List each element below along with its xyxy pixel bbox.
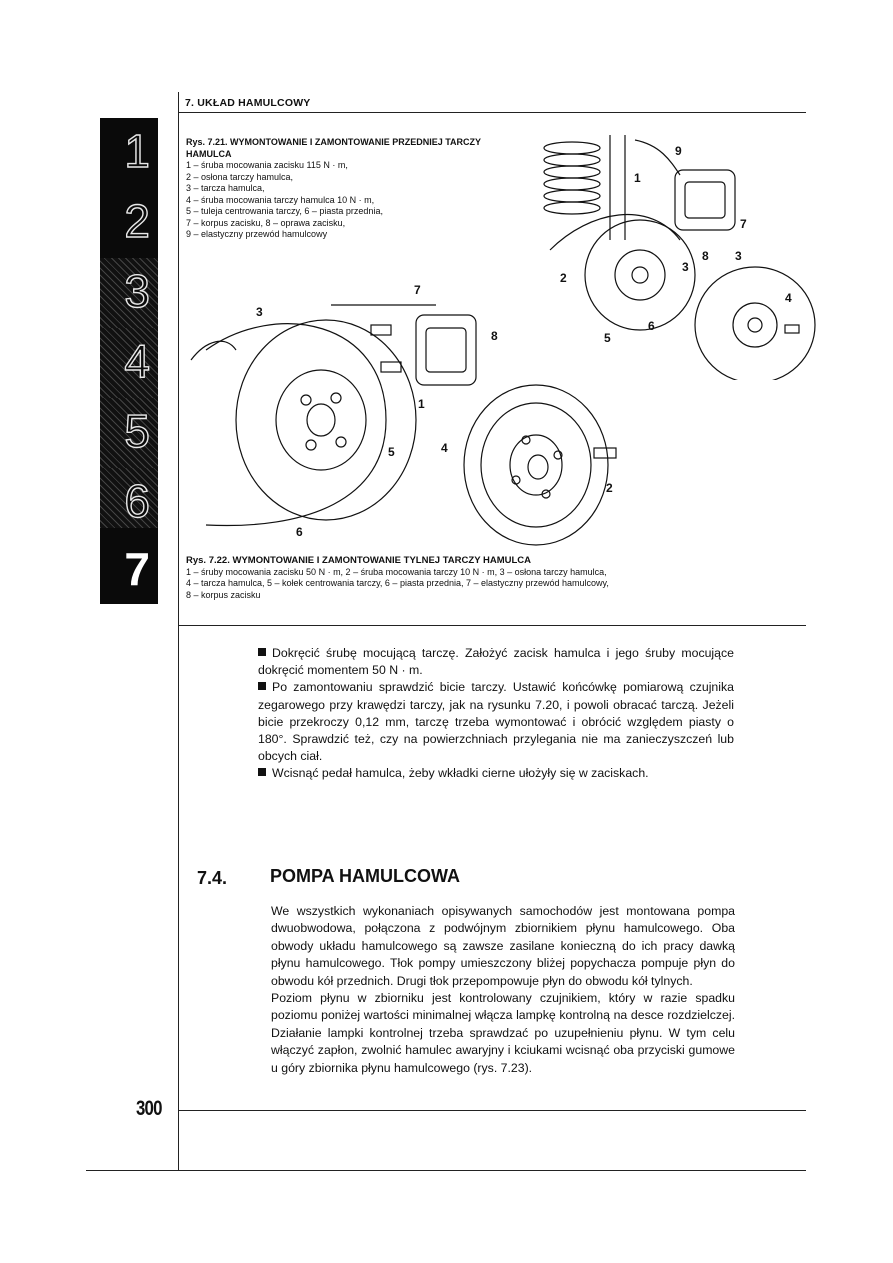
disc-screw [594,448,616,458]
figure-722-line: 8 – korpus zacisku [186,589,261,600]
chapter-tab-7[interactable] [100,528,158,604]
figure-721-title: Rys. 7.21. WYMONTOWANIE I ZAMONTOWANIE PRZEDNIEJ TARCZY HAMULCA [186,137,481,159]
margin-rule [178,92,179,1170]
chapter-tab-2[interactable] [100,188,158,258]
label-3: 3 [256,305,263,319]
figure-722-line: 1 – śruby mocowania zacisku 50 N · m, 2 – śruba mocowania tarczy 10 N · m, 3 – osłona tarczy hamulca, [186,566,607,577]
figure-722-caption [186,555,726,601]
rear-caliper [416,315,476,385]
figure-722-title: Rys. 7.22. WYMONTOWANIE I ZAMONTOWANIE TYLNEJ TARCZY HAMULCA [186,555,532,566]
label-7: 7 [740,217,747,231]
caliper-bolt [371,325,391,335]
label-4: 4 [785,291,792,305]
bullet-icon [258,648,266,656]
figure-722-drawing [186,280,656,552]
figure-722-line: 4 – tarcza hamulca, 5 – kołek centrowania tarczy, 6 – piasta przednia, 7 – elastyczny przewód hamulcowy, [186,578,609,588]
bottom-rule [86,1170,806,1171]
label-8: 8 [491,329,498,343]
footer-rule [178,1110,806,1111]
figure-721-item: 4 – śruba mocowania tarczy hamulca 10 N · m, [186,194,375,205]
page-number: 300 [136,1097,162,1120]
instruction-2: Po zamontowaniu sprawdzić bicie tarczy. Ustawić końcówkę pomiarową czujnika zegarowego przy krawędzi tarczy, jak na rysunku 7.20, i powoli obracać tarczą. Jeżeli bicie przekroczy 0,12 mm, tarczę trzeba wymontować i obrócić względem piasty o 180°. Sprawdzić też, czy na powierzchniach przylegania nie ma zanieczyszczeń lub obcych ciał. [258,680,734,764]
figure-rule [178,625,806,626]
disc-shield [550,215,680,250]
strut-spring [544,135,625,240]
label-4: 4 [441,441,448,455]
label-5: 5 [388,445,395,459]
disc-bolt [785,325,799,333]
figure-721-item: 5 – tuleja centrowania tarczy, 6 – piasta przednia, [186,206,383,216]
label-6: 6 [296,525,303,539]
chapter-tab-3[interactable] [100,258,158,328]
label-1: 1 [634,171,641,185]
chapter-tab-label: 2 [124,195,150,247]
label-7: 7 [414,283,421,297]
caliper [675,170,735,230]
label-9: 9 [675,144,682,158]
section-number: 7.4. [197,868,228,888]
chapter-tab-label: 5 [124,405,150,457]
label-3: 3 [735,249,742,263]
chapter-tab-label: 6 [124,475,150,527]
figure-721-caption [186,137,486,241]
chapter-header: 7. UKŁAD HAMULCOWY [185,97,311,109]
brake-hose [635,140,680,175]
label-3b: 3 [682,260,689,274]
instruction-3: Wcisnąć pedał hamulca, żeby wkładki cierne ułożyły się w zaciskach. [258,765,734,782]
rear-hub-backplate [236,320,416,520]
figure-721-item: 9 – elastyczny przewód hamulcowy [186,229,328,239]
chapter-tab-label: 4 [124,335,150,387]
instructions-block [258,645,734,783]
bullet-icon [258,768,266,776]
rear-disc [464,385,608,545]
separate-disc [695,267,815,380]
chapter-tab-5[interactable] [100,398,158,468]
section-title: POMPA HAMULCOWA [270,866,460,886]
label-5: 5 [604,331,611,345]
label-2: 2 [560,271,567,285]
chapter-tab-1[interactable] [100,118,158,188]
chapter-tab-label: 7 [124,543,150,595]
label-2: 2 [606,481,613,495]
chapter-tab-label: 3 [124,265,150,317]
instruction-1: Dokręcić śrubę mocującą tarczę. Założyć zacisk hamulca i jego śruby mocujące dokręcić momentem 50 N · m. [258,646,734,678]
section-body [271,903,735,1077]
figure-721-item: 3 – tarcza hamulca, [186,183,265,193]
chapter-tab-4[interactable] [100,328,158,398]
label-8: 8 [702,249,709,263]
rear-disc-shield [206,324,386,526]
label-6: 6 [648,319,655,333]
label-1: 1 [418,397,425,411]
caliper-bolt [381,362,401,372]
figure-721-item: 1 – śruba mocowania zacisku 115 N · m, [186,160,348,170]
header-rule [178,112,806,113]
section-paragraph-2: Poziom płynu w zbiorniku jest kontrolowany czujnikiem, który w razie spadku poziomu poniżej wartości minimalnej włącza lampkę kontrolną na desce rozdzielczej. Działanie lampki kontrolnej trzeba sprawdzać po uzupełnieniu płynu. W tym celu włączyć zapłon, zwolnić hamulec awaryjny i kciukami wcisnąć oba przyciski gumowe u góry zbiornika płynu hamulcowego (rys. 7.23). [271,991,735,1075]
figure-721-item: 2 – osłona tarczy hamulca, [186,171,294,182]
section-paragraph-1: We wszystkich wykonaniach opisywanych samochodów jest montowana pompa dwuobwodowa, połączona z podwójnym zbiornikiem płynu hamulcowego. Oba obwody układu hamulcowego są zawsze zasilane konieczną do ich pracy dawką płynu hamulcowego. Tłok pompy umieszczony bliżej popychacza pompuje płyn do obwodu kół przednich. Drugi tłok przepompowuje płyn do obwodu kół tylnych. [271,904,735,988]
figure-721-item: 7 – korpus zacisku, 8 – oprawa zacisku, [186,217,346,228]
bullet-icon [258,682,266,690]
chapter-tab-label: 1 [124,125,150,177]
